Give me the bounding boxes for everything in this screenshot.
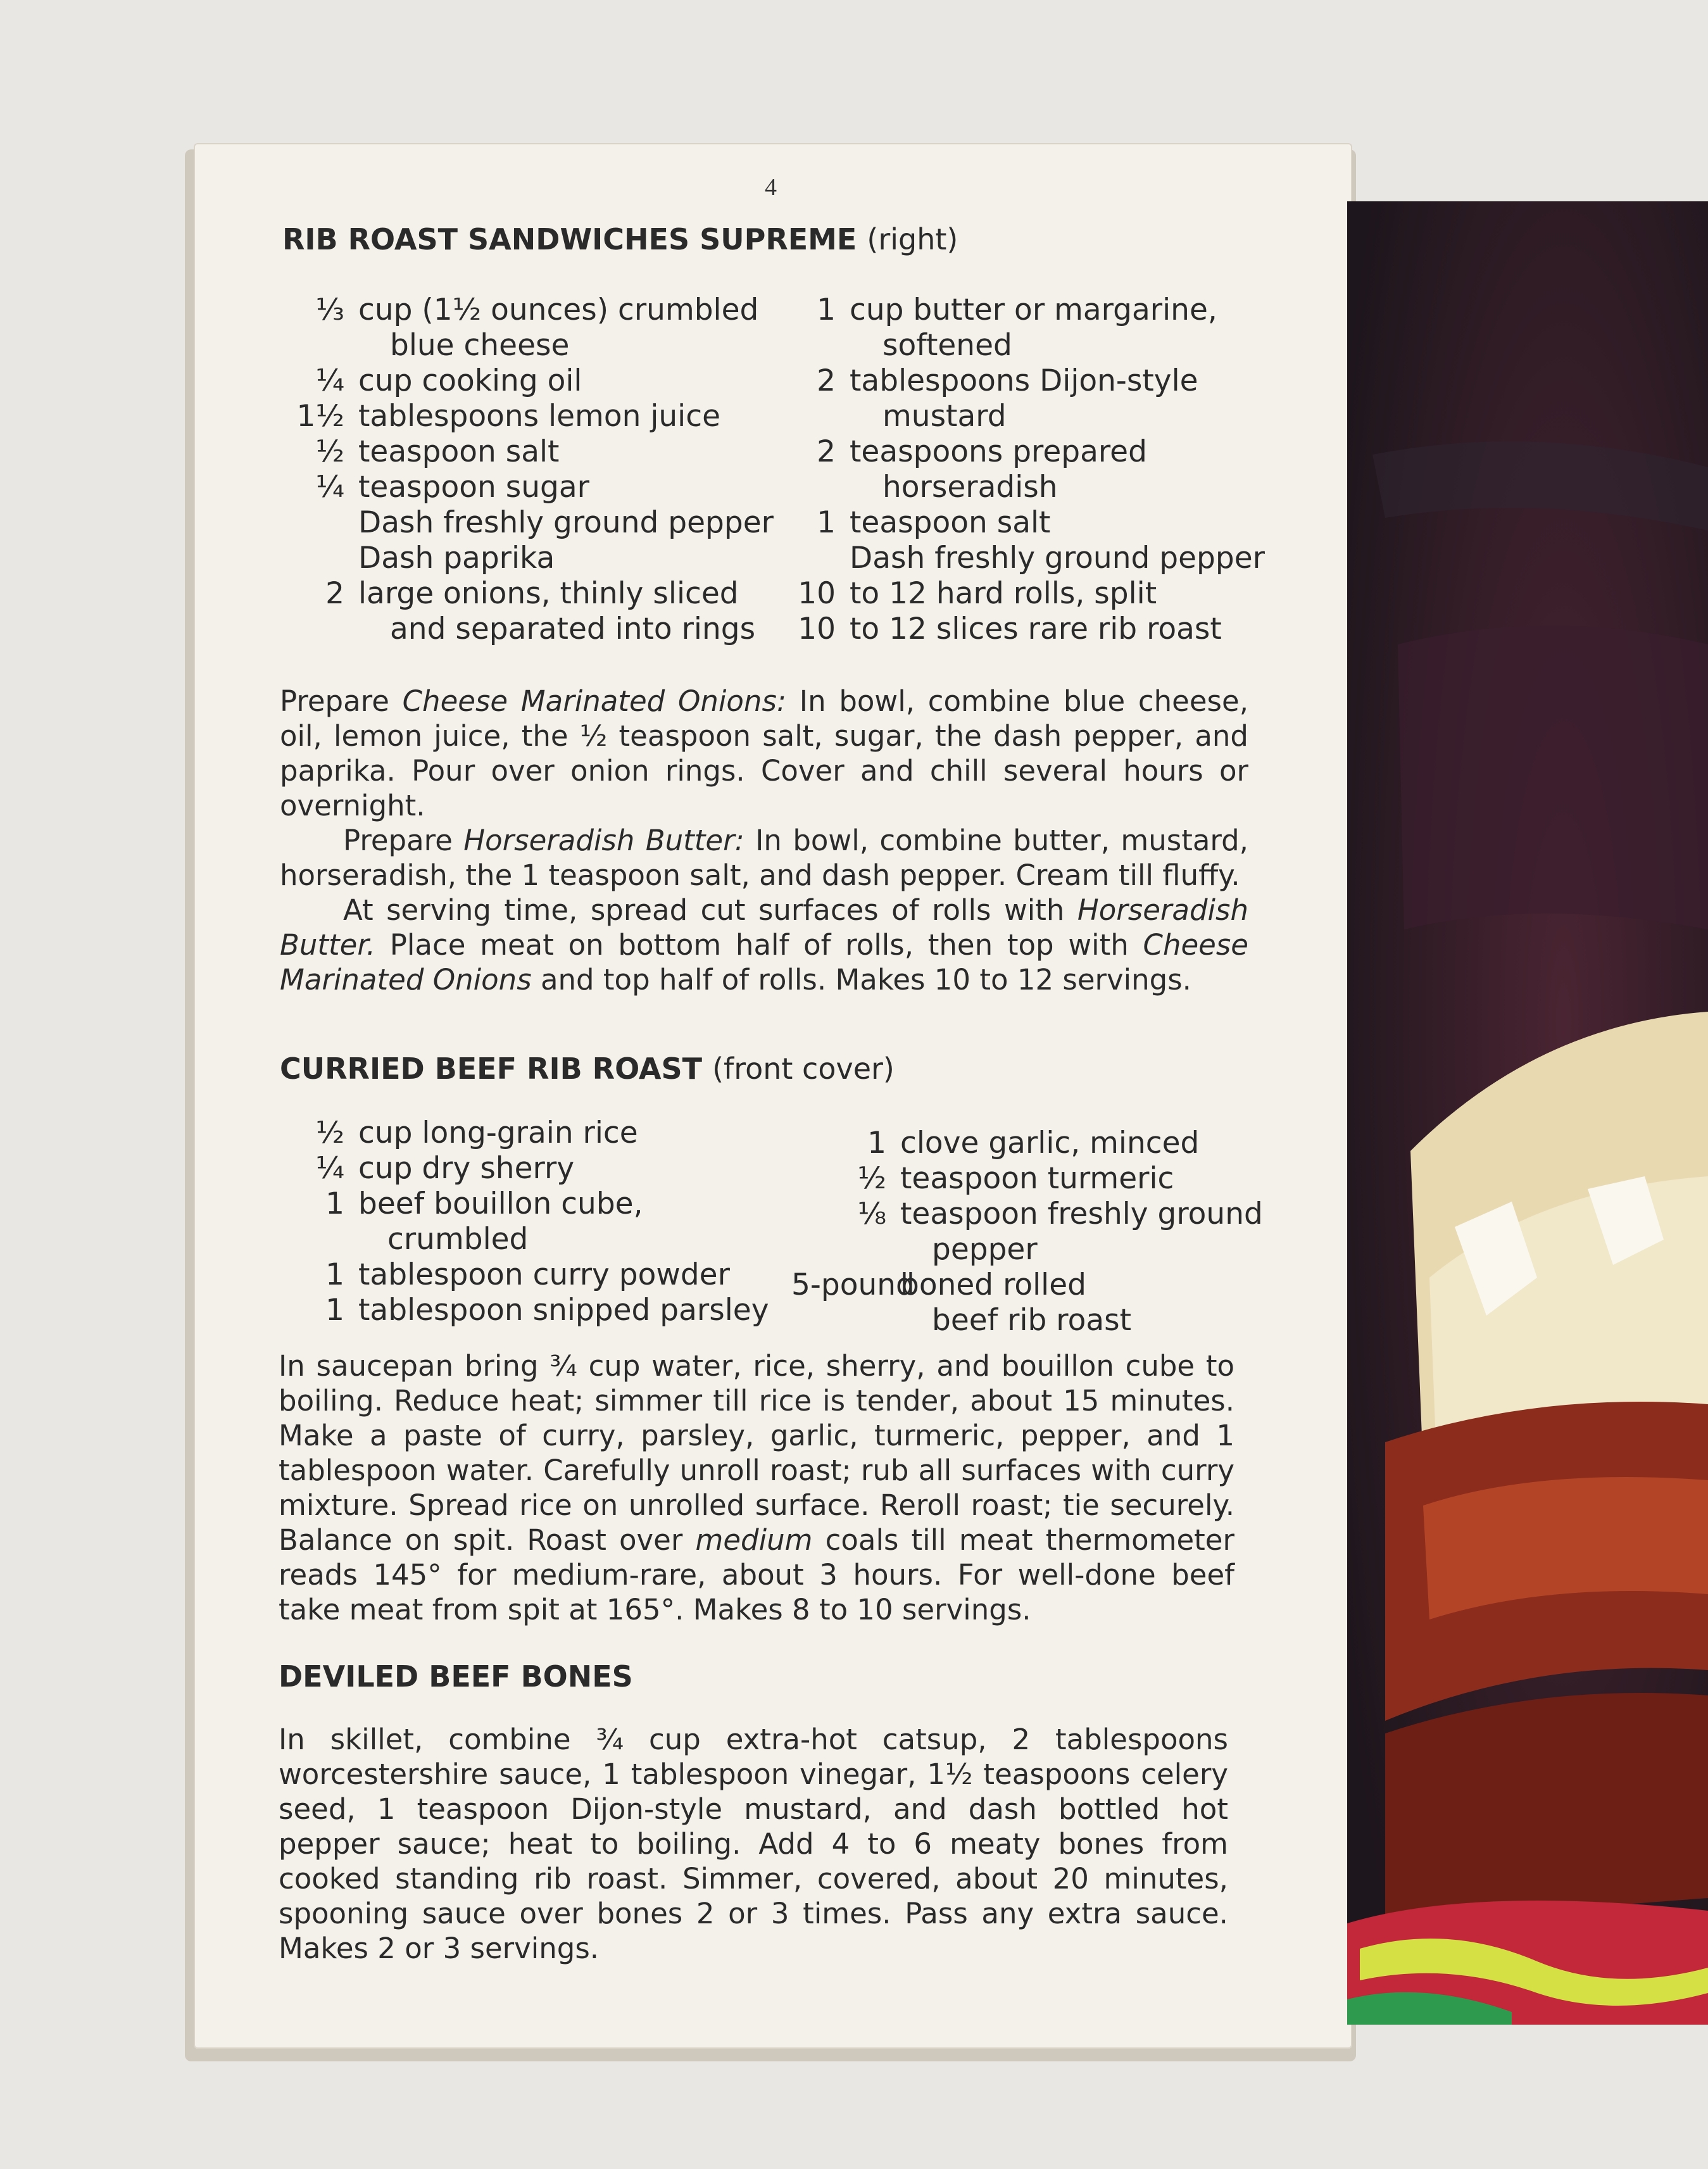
ingredient-line — [281, 1222, 528, 1257]
ingredient-line — [281, 363, 582, 399]
ingredient-text: cup dry sherry — [358, 1151, 575, 1186]
ingredient-line — [791, 292, 1217, 328]
ingredient-line — [791, 399, 1007, 434]
ingredient-text: cup butter or margarine, — [850, 292, 1217, 327]
ingredient-line — [281, 470, 589, 505]
ingredient-line — [281, 541, 555, 576]
ingredient-line — [791, 576, 1157, 612]
recipe-title-text: RIB ROAST SANDWICHES SUPREME — [282, 222, 857, 256]
direction-paragraph: In saucepan bring ¾ cup water, rice, sherry, and bouillon cube to boiling. Reduce heat; simmer till rice is tender, about 15 minutes. Make a paste of curry, parsley, garlic, turmeric, pepper, and 1 tablespoon water. Carefully unroll roast; rub all surfaces with curry mixture. Spread rice on unrolled surface. Reroll roast; tie securely. Balance on spit. Roast over medium coals till meat thermometer reads 145° for medium-rare, about 3 hours. For well-done beef take meat from spit at 165°. Makes 8 to 10 servings. — [279, 1349, 1234, 1626]
ingredient-quantity: 1 — [325, 1186, 344, 1221]
food-photograph — [1347, 201, 1708, 2025]
ingredient-text: tablespoon curry powder — [358, 1257, 730, 1292]
ingredient-text: teaspoons prepared — [850, 434, 1147, 469]
ingredient-line — [791, 470, 1058, 505]
direction-paragraph: Prepare Horseradish Butter: In bowl, combine butter, mustard, horseradish, the 1 teaspoon salt, and dash pepper. Cream till fluffy. — [280, 824, 1248, 892]
ingredient-text: mustard — [882, 399, 1007, 434]
ingredient-text: Dash freshly ground pepper — [850, 541, 1265, 575]
ingredient-quantity: 10 — [798, 576, 836, 611]
ingredient-line — [791, 541, 1265, 576]
ingredient-line — [281, 399, 720, 434]
ingredient-line — [281, 1293, 769, 1328]
ingredient-line — [791, 434, 1147, 470]
ingredient-text: blue cheese — [390, 328, 570, 363]
ingredient-text: softened — [882, 328, 1012, 363]
ingredient-text: teaspoon turmeric — [900, 1161, 1174, 1196]
ingredient-text: and separated into rings — [390, 612, 756, 646]
ingredient-text: teaspoon freshly ground — [900, 1197, 1263, 1231]
italic-term: Horseradish Butter. — [280, 893, 1248, 962]
ingredient-quantity: 5-pound — [791, 1267, 915, 1302]
recipe-title-rib-roast-sandwiches — [282, 222, 958, 257]
recipe-directions — [280, 684, 1248, 997]
ingredient-line — [791, 1126, 1199, 1161]
ingredient-quantity: ½ — [315, 1116, 344, 1150]
italic-term: Cheese Marinated Onions — [280, 928, 1248, 996]
ingredient-text: pepper — [932, 1232, 1038, 1267]
ingredient-text: tablespoons Dijon-style — [850, 363, 1198, 398]
ingredient-text: tablespoon snipped parsley — [358, 1293, 769, 1328]
ingredient-line — [791, 1303, 1131, 1338]
ingredient-line — [281, 328, 569, 363]
ingredient-text: cup cooking oil — [358, 363, 582, 398]
ingredient-line — [791, 1232, 1038, 1267]
ingredient-line — [281, 576, 739, 612]
ingredient-quantity: 2 — [817, 363, 836, 398]
ingredient-line — [281, 1116, 638, 1151]
ingredient-quantity: 1 — [325, 1257, 344, 1292]
ingredient-text: teaspoon salt — [850, 505, 1051, 540]
ingredient-quantity: 1 — [817, 505, 836, 540]
ingredient-text: teaspoon salt — [358, 434, 560, 469]
ingredient-line — [791, 1267, 1086, 1303]
ingredient-text: Dash paprika — [358, 541, 555, 575]
ingredient-quantity: 10 — [798, 612, 836, 646]
ingredient-quantity: 2 — [325, 576, 344, 611]
ingredient-text: horseradish — [882, 470, 1058, 505]
ingredient-text: teaspoon sugar — [358, 470, 589, 505]
ingredient-text: beef bouillon cube, — [358, 1186, 643, 1221]
recipe-directions — [279, 1722, 1228, 1966]
direction-paragraph: At serving time, spread cut surfaces of rolls with Horseradish Butter. Place meat on bottom half of rolls, then top with Cheese Marinated Onions and top half of rolls. Makes 10 to 12 servings. — [280, 893, 1248, 996]
ingredient-text: tablespoons lemon juice — [358, 399, 720, 434]
recipe-title-text: CURRIED BEEF RIB ROAST — [280, 1052, 703, 1086]
italic-term: medium — [695, 1523, 813, 1557]
ingredient-quantity: ⅛ — [857, 1197, 886, 1231]
recipe-directions — [279, 1349, 1234, 1627]
ingredient-text: cup (1½ ounces) crumbled — [358, 292, 759, 327]
ingredient-quantity: 2 — [817, 434, 836, 469]
ingredient-line — [281, 612, 755, 647]
ingredient-text: to 12 hard rolls, split — [850, 576, 1157, 611]
page-number: 4 — [765, 174, 777, 201]
ingredient-quantity: 1 — [325, 1293, 344, 1328]
italic-term: Horseradish Butter: — [463, 824, 744, 857]
ingredient-line — [281, 1186, 643, 1222]
ingredient-text: large onions, thinly sliced — [358, 576, 739, 611]
ingredient-quantity: 1 — [817, 292, 836, 327]
ingredient-text: crumbled — [387, 1222, 529, 1257]
ingredient-quantity: ¼ — [315, 363, 344, 398]
ingredient-quantity: ½ — [857, 1161, 886, 1196]
italic-term: Cheese Marinated Onions: — [402, 684, 787, 718]
recipe-subtitle: (front cover) — [712, 1052, 895, 1086]
ingredient-line — [281, 434, 559, 470]
ingredient-line — [791, 505, 1050, 541]
direction-paragraph: Prepare Cheese Marinated Onions: In bowl, combine blue cheese, oil, lemon juice, the ½ teaspoon salt, sugar, the dash pepper, and paprika. Pour over onion rings. Cover and chill several hours or overnight. — [280, 684, 1248, 822]
ingredient-line — [281, 1151, 574, 1186]
ingredient-quantity: 1½ — [296, 399, 344, 434]
recipe-title-text: DEVILED BEEF BONES — [279, 1659, 633, 1694]
ingredient-quantity: ½ — [315, 434, 344, 469]
ingredient-line — [281, 1257, 730, 1293]
ingredient-text: clove garlic, minced — [900, 1126, 1200, 1160]
ingredient-text: to 12 slices rare rib roast — [850, 612, 1222, 646]
ingredient-quantity: ¼ — [315, 1151, 344, 1186]
ingredient-text: beef rib roast — [932, 1303, 1132, 1338]
recipe-title-curried-beef — [280, 1051, 895, 1086]
ingredient-quantity: ¼ — [315, 470, 344, 505]
ingredient-line — [791, 612, 1222, 647]
ingredient-line — [281, 505, 774, 541]
ingredient-quantity: 1 — [867, 1126, 886, 1160]
direction-paragraph: In skillet, combine ¾ cup extra-hot catsup, 2 tablespoons worcestershire sauce, 1 tablespoon vinegar, 1½ teaspoons celery seed, 1 teaspoon Dijon-style mustard, and dash bottled hot pepper sauce; heat to boiling. Add 4 to 6 meaty bones from cooked standing rib roast. Simmer, covered, about 20 minutes, spooning sauce over bones 2 or 3 times. Pass any extra sauce. Makes 2 or 3 servings. — [279, 1723, 1228, 1965]
ingredient-line — [791, 1197, 1263, 1232]
recipe-subtitle: (right) — [867, 222, 958, 256]
sandwich-illustration — [1347, 201, 1708, 2025]
ingredient-text: cup long-grain rice — [358, 1116, 638, 1150]
ingredient-text: Dash freshly ground pepper — [358, 505, 774, 540]
recipe-title-deviled-beef-bones — [279, 1659, 633, 1694]
ingredient-line — [791, 1161, 1174, 1197]
ingredient-line — [791, 328, 1012, 363]
ingredient-quantity: ⅓ — [315, 292, 344, 327]
ingredient-line — [281, 292, 758, 328]
ingredient-line — [791, 363, 1198, 399]
ingredient-text: boned rolled — [900, 1267, 1086, 1302]
